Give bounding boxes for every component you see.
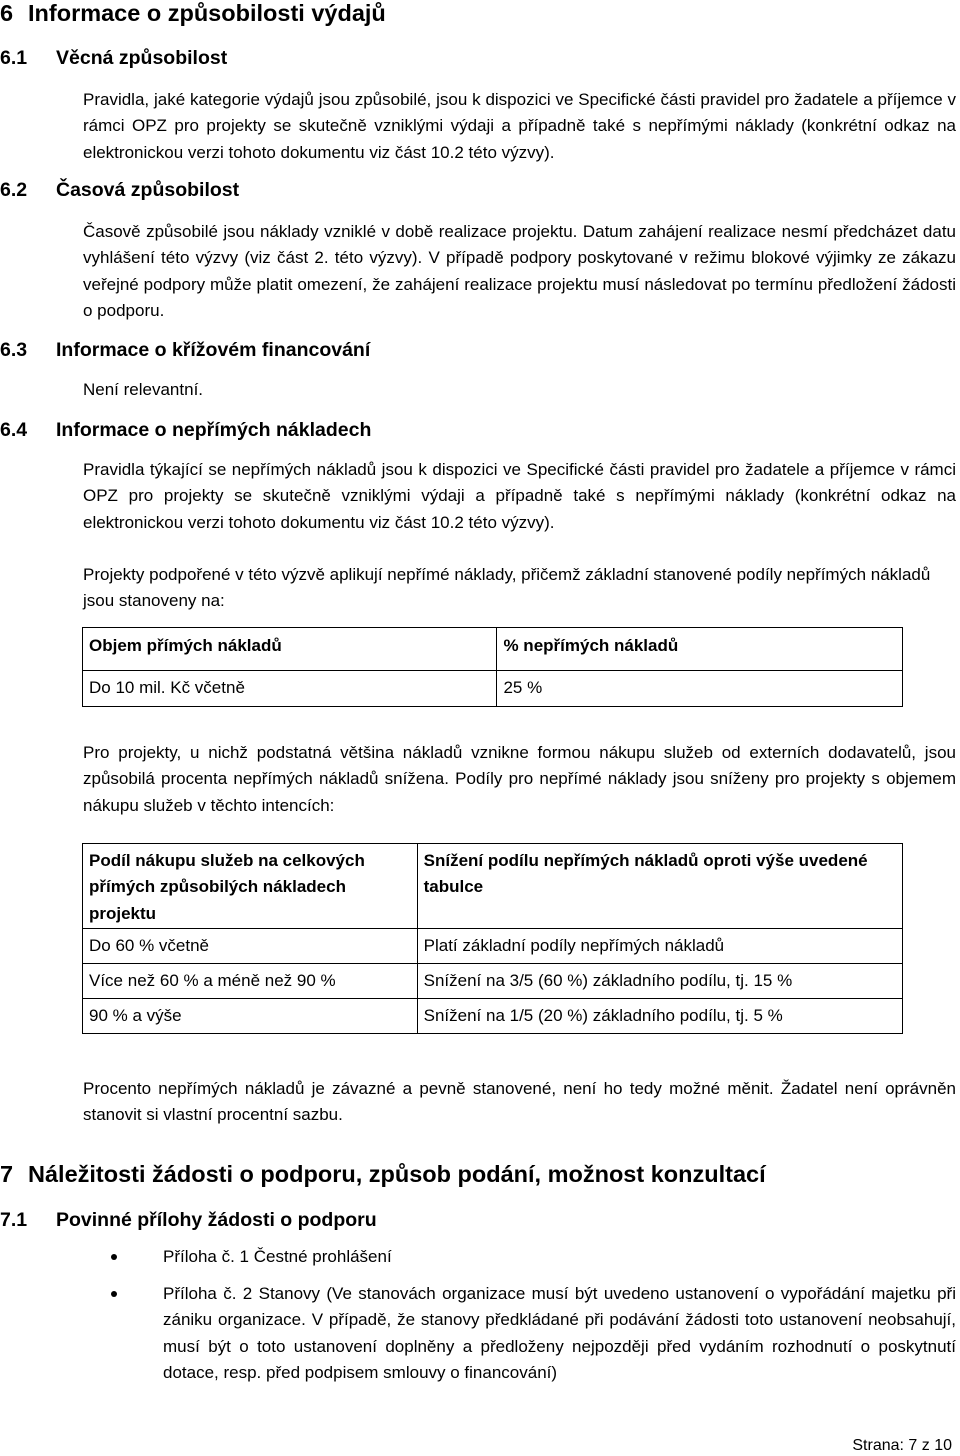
section-title: Náležitosti žádosti o podporu, způsob podání, možnost konzultací [28,1161,766,1187]
table-cell: Do 10 mil. Kč včetně [83,671,497,707]
section-number: 7 [0,1161,14,1187]
table-row [83,964,903,999]
paragraph-6-1: Pravidla, jaké kategorie výdajů jsou způsobilé, jsou k dispozici ve Specifické části pravidel pro žadatele a příjemce v rámci OPZ pro projekty se skutečně vzniklými výdaji a případně také s nepřímými náklady (konkrétní odkaz na elektronickou verzi tohoto dokumentu viz část 10.2 této výzvy). [83,90,956,162]
table-row [83,999,903,1034]
table-header-row [83,628,903,671]
paragraph-6-4-rules: Pravidla týkající se nepřímých nákladů jsou k dispozici ve Specifické části pravidel pro žadatele a příjemce v rámci OPZ pro projekty se skutečně vzniklými výdaji a případně také s nepřímými náklady (konkrétní odkaz na elektronickou verzi tohoto dokumentu viz část 10.2 této výzvy). [83,460,956,532]
subsection-number: 6.3 [0,339,28,361]
subsection-title: Informace o křížovém financování [56,339,371,361]
subsection-6-2-heading [0,177,239,203]
table-header-cell: Snížení podílu nepřímých nákladů oproti výše uvedené tabulce [417,844,902,929]
subsection-6-1-heading [0,45,227,71]
subsection-title: Povinné přílohy žádosti o podporu [56,1209,377,1231]
paragraph-6-2: Časově způsobilé jsou náklady vzniklé v době realizace projektu. Datum zahájení realizace nesmí předcházet datu vyhlášení této výzvy (viz část 2. této výzvy). V případě podpory poskytované v režimu blokové výjimky ze zákazu veřejné podpory může platit omezení, že zahájení realizace projektu musí následovat po termínu předložení žádosti o podporu. [83,222,956,320]
table-header-cell: Objem přímých nákladů [83,628,497,671]
page-number: Strana: 7 z 10 [852,1437,952,1454]
subsection-title: Věcná způsobilost [56,47,228,69]
table-header-cell: Podíl nákupu služeb na celkových přímých způsobilých nákladech projektu [83,844,418,929]
table-cell: Snížení na 3/5 (60 %) základního podílu, tj. 15 % [417,964,902,999]
section-6-heading [0,0,386,28]
list-item: Příloha č. 1 Čestné prohlášení [163,1247,392,1266]
table-cell: Do 60 % včetně [83,929,418,964]
section-number: 6 [0,0,14,26]
service-purchase-table [82,843,903,1034]
subsection-6-4-heading [0,417,371,443]
section-title: Informace o způsobilosti výdajů [28,0,386,26]
table-header-row [83,844,903,929]
paragraph-6-3: Není relevantní. [83,380,204,399]
table-cell: 25 % [497,671,903,707]
list-item: Příloha č. 2 Stanovy (Ve stanovách organizace musí být uvedeno ustanovení o vypořádání majetku při zániku organizace. V případě, že stanovy předkládané při podávání žádosti toto ustanovení neobsahují, musí být o toto ustanovení doplněny a předloženy nejpozději před vydáním rozhodnutí o poskytnutí dotace, resp. před podpisem smlouvy o financování) [163,1284,956,1382]
table-cell: Platí základní podíly nepřímých nákladů [417,929,902,964]
subsection-6-3-heading [0,337,370,363]
subsection-number: 6.1 [0,47,28,69]
subsection-number: 7.1 [0,1209,28,1231]
bullet-icon [111,1291,117,1297]
paragraph-6-4-binding: Procento nepřímých nákladů je závazné a pevně stanovené, není ho tedy možné měnit. Žadatel není oprávněn stanovit si vlastní procentní sazbu. [83,1079,956,1125]
indirect-costs-table [82,627,903,707]
table-cell: Více než 60 % a méně než 90 % [83,964,418,999]
table-cell: 90 % a výše [83,999,418,1034]
table-row [83,671,903,707]
table-cell: Snížení na 1/5 (20 %) základního podílu, tj. 5 % [417,999,902,1034]
subsection-title: Časová způsobilost [56,179,240,201]
table-row [83,929,903,964]
section-7-heading [0,1159,766,1189]
table-header-cell: % nepřímých nákladů [497,628,903,671]
paragraph-6-4-projects: Projekty podpořené v této výzvě aplikují nepřímé náklady, přičemž základní stanovené podíly nepřímých nákladů jsou stanoveny na: [83,565,931,611]
subsection-7-1-heading [0,1207,377,1233]
bullet-icon [111,1254,117,1260]
subsection-title: Informace o nepřímých nákladech [56,419,372,441]
paragraph-6-4-services: Pro projekty, u nichž podstatná většina nákladů vznikne formou nákupu služeb od externích dodavatelů, jsou způsobilá procenta nepřímých nákladů snížena. Podíly pro nepřímé náklady jsou sníženy pro projekty s objemem nákupu služeb v těchto intencích: [83,743,956,815]
subsection-number: 6.4 [0,419,28,441]
subsection-number: 6.2 [0,179,28,201]
